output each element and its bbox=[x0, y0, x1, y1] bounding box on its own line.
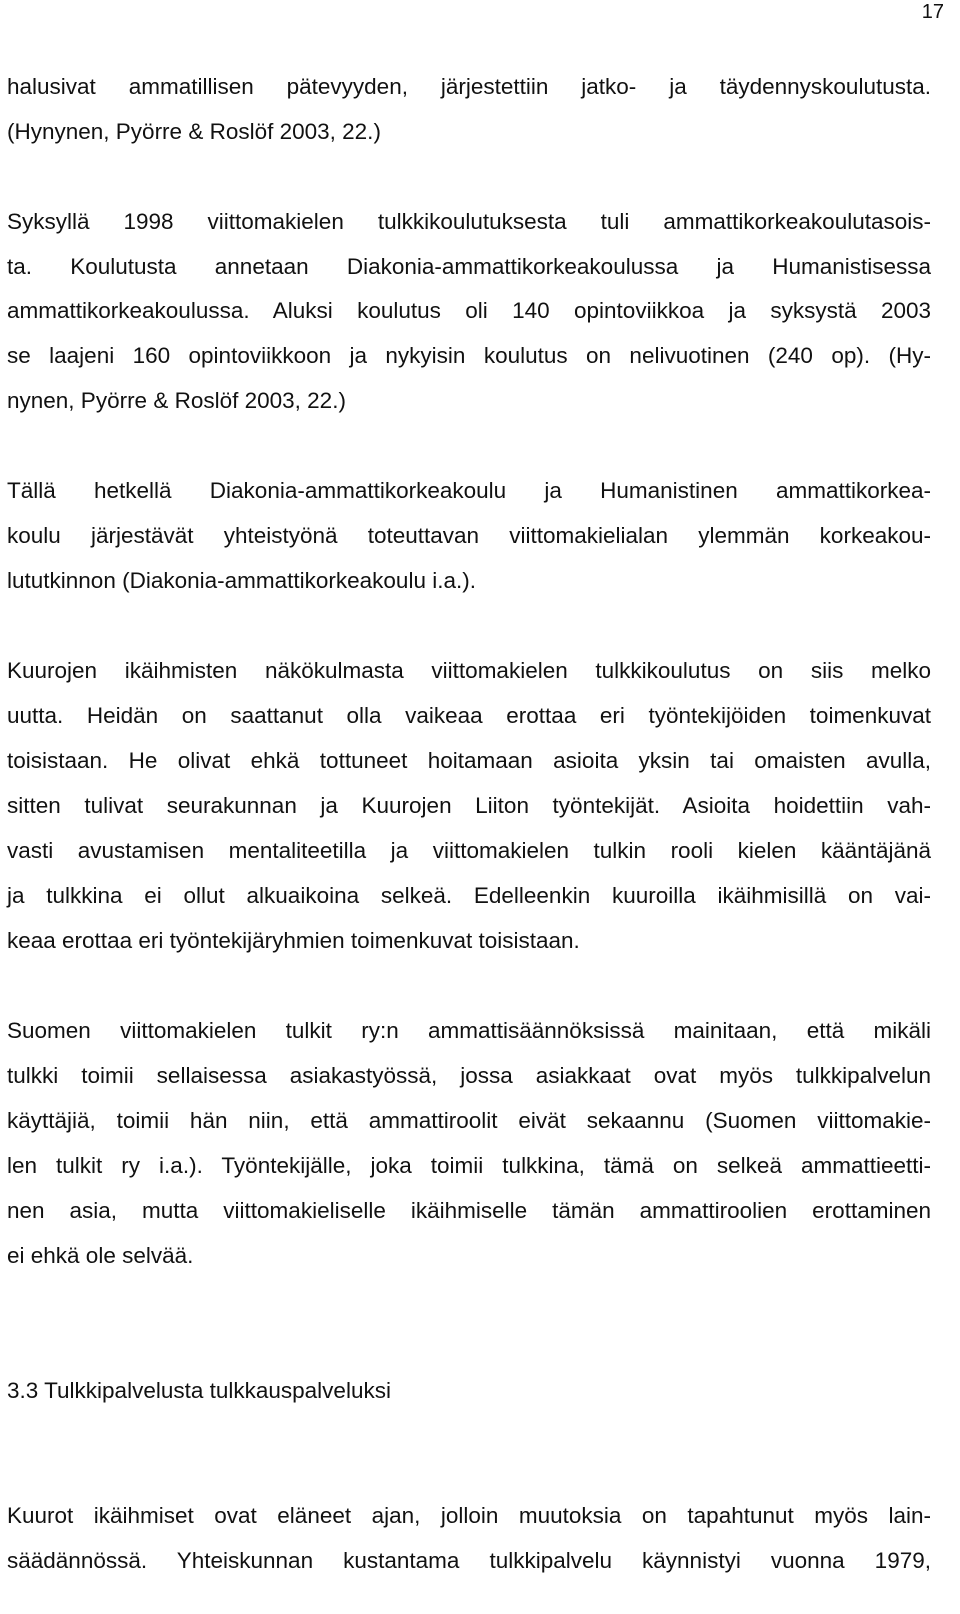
page-number: 17 bbox=[921, 1, 944, 23]
text-line: Syksyllä 1998 viittomakielen tulkkikoulutuksesta tuli ammattikorkeakoulutasois- bbox=[7, 209, 931, 234]
text-line: Kuurojen ikäihmisten näkökulmasta viittomakielen tulkkikoulutus on siis melko bbox=[7, 658, 931, 683]
text-line: nen asia, mutta viittomakieliselle ikäihmiselle tämän ammattiroolien erottaminen bbox=[7, 1198, 931, 1223]
text-line: käyttäjiä, toimii hän niin, että ammattiroolit eivät sekaannu (Suomen viittomakie- bbox=[7, 1108, 931, 1133]
text-line: se laajeni 160 opintoviikkoon ja nykyisin koulutus on nelivuotinen (240 op). (Hy- bbox=[7, 343, 931, 368]
text-line: nynen, Pyörre & Roslöf 2003, 22.) bbox=[7, 388, 346, 413]
text-line: len tulkit ry i.a.). Työntekijälle, joka toimii tulkkina, tämä on selkeä ammattieetti- bbox=[7, 1153, 931, 1178]
text-line: koulu järjestävät yhteistyönä toteuttavan viittomakielialan ylemmän korkeakou- bbox=[7, 523, 931, 548]
text-line: toisistaan. He olivat ehkä tottuneet hoitamaan asioita yksin tai omaisten avulla, bbox=[7, 748, 931, 773]
text-line: ei ehkä ole selvää. bbox=[7, 1243, 194, 1268]
text-line: uutta. Heidän on saattanut olla vaikeaa erottaa eri työntekijöiden toimenkuvat bbox=[7, 703, 931, 728]
text-line: Tällä hetkellä Diakonia-ammattikorkeakoulu ja Humanistinen ammattikorkea- bbox=[7, 478, 931, 503]
text-line: Suomen viittomakielen tulkit ry:n ammattisäännöksissä mainitaan, että mikäli bbox=[7, 1018, 931, 1043]
text-line: ammattikorkeakoulussa. Aluksi koulutus oli 140 opintoviikkoa ja syksystä 2003 bbox=[7, 298, 931, 323]
text-line: halusivat ammatillisen pätevyyden, järjestettiin jatko- ja täydennyskoulutusta. bbox=[7, 74, 931, 99]
text-line: vasti avustamisen mentaliteetilla ja viittomakielen tulkin rooli kielen kääntäjänä bbox=[7, 838, 931, 863]
text-line: (Hynynen, Pyörre & Roslöf 2003, 22.) bbox=[7, 119, 381, 144]
text-line: säädännössä. Yhteiskunnan kustantama tulkkipalvelu käynnistyi vuonna 1979, bbox=[7, 1548, 931, 1573]
text-line: keaa erottaa eri työntekijäryhmien toimenkuvat toisistaan. bbox=[7, 928, 580, 953]
text-line: tulkki toimii sellaisessa asiakastyössä, jossa asiakkaat ovat myös tulkkipalvelun bbox=[7, 1063, 931, 1088]
text-line: lututkinnon (Diakonia-ammattikorkeakoulu i.a.). bbox=[7, 568, 476, 593]
text-line: sitten tulivat seurakunnan ja Kuurojen Liiton työntekijät. Asioita hoidettiin vah- bbox=[7, 793, 931, 818]
text-line: Kuurot ikäihmiset ovat eläneet ajan, jolloin muutoksia on tapahtunut myös lain- bbox=[7, 1503, 931, 1528]
section-heading-text: 3.3 Tulkkipalvelusta tulkkauspalveluksi bbox=[7, 1378, 391, 1403]
text-line: ta. Koulutusta annetaan Diakonia-ammattikorkeakoulussa ja Humanistisessa bbox=[7, 254, 931, 279]
text-line: ja tulkkina ei ollut alkuaikoina selkeä. Edelleenkin kuuroilla ikäihmisillä on vai- bbox=[7, 883, 931, 908]
